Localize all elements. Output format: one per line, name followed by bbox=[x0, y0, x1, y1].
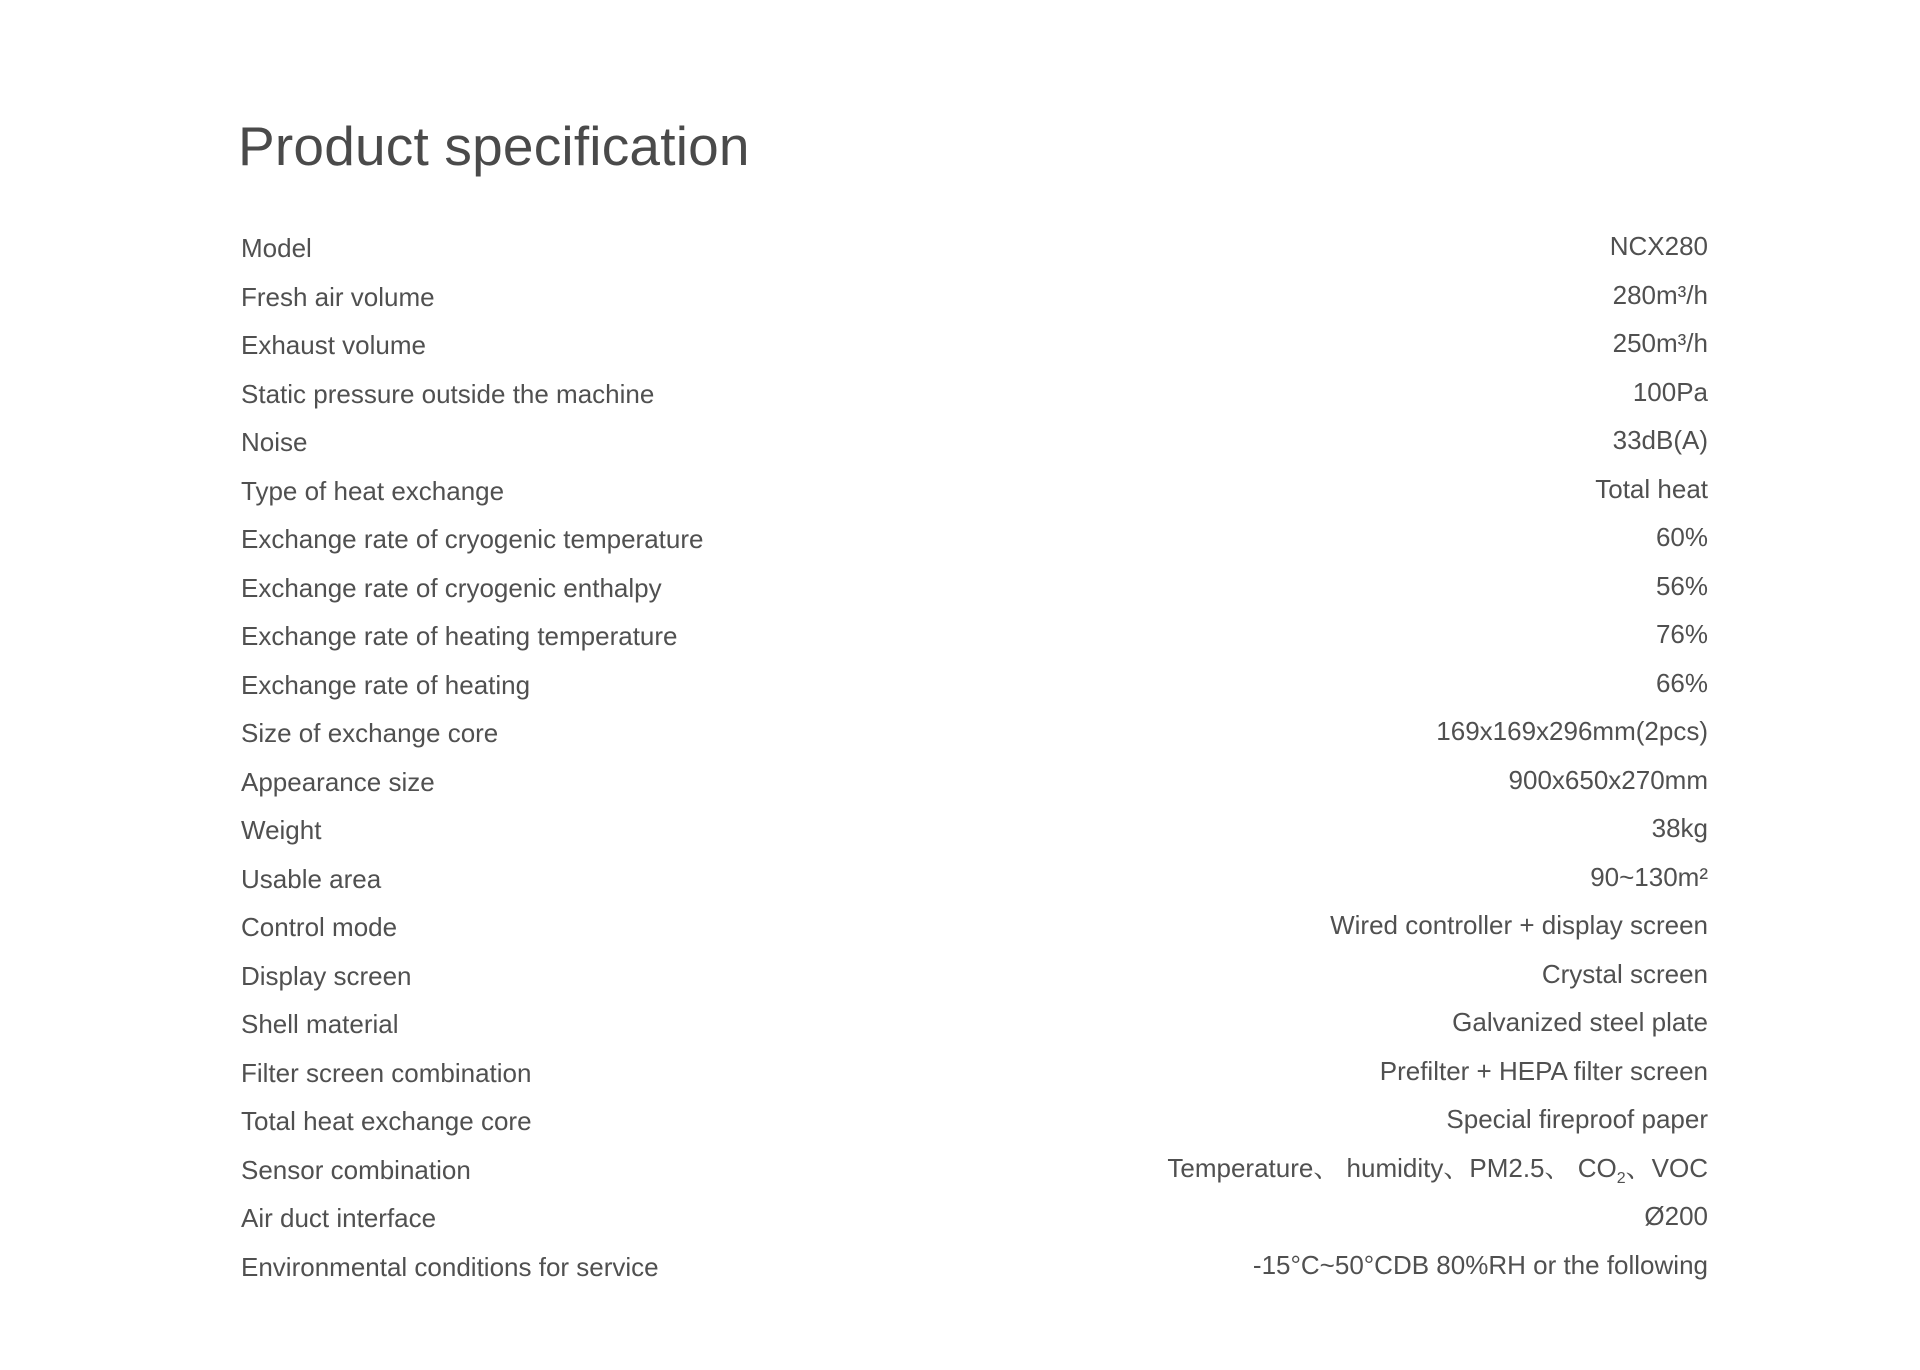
spec-value: Galvanized steel plate bbox=[1452, 1007, 1708, 1038]
spec-label: Usable area bbox=[241, 863, 382, 894]
spec-row-cryogenic-temperature-rate bbox=[241, 515, 1708, 564]
spec-row-shell-material bbox=[241, 1000, 1708, 1049]
spec-row-heating-rate bbox=[241, 661, 1708, 710]
spec-label: Static pressure outside the machine bbox=[241, 378, 655, 409]
spec-label: Size of exchange core bbox=[241, 718, 499, 749]
spec-value: 66% bbox=[1655, 667, 1708, 698]
spec-value: 38kg bbox=[1651, 813, 1708, 844]
spec-value: Total heat bbox=[1595, 473, 1708, 504]
spec-value: 60% bbox=[1655, 522, 1708, 553]
spec-table bbox=[241, 224, 1708, 1291]
spec-row-static-pressure bbox=[241, 370, 1708, 419]
spec-row-core-size bbox=[241, 709, 1708, 758]
spec-label: Display screen bbox=[241, 960, 412, 991]
spec-value: 56% bbox=[1655, 570, 1708, 601]
page-title: Product specification bbox=[238, 115, 750, 177]
spec-row-noise bbox=[241, 418, 1708, 467]
spec-row-usable-area bbox=[241, 855, 1708, 904]
spec-row-environmental-conditions bbox=[241, 1243, 1708, 1292]
spec-row-weight bbox=[241, 806, 1708, 855]
spec-row-exhaust-volume bbox=[241, 321, 1708, 370]
spec-row-appearance-size bbox=[241, 758, 1708, 807]
spec-label: Exchange rate of heating temperature bbox=[241, 621, 678, 652]
spec-label: Appearance size bbox=[241, 766, 435, 797]
spec-value: 169x169x296mm(2pcs) bbox=[1436, 716, 1708, 747]
spec-label: Type of heat exchange bbox=[241, 475, 505, 506]
spec-row-cryogenic-enthalpy-rate bbox=[241, 564, 1708, 613]
spec-value: NCX280 bbox=[1609, 231, 1708, 262]
spec-value: Prefilter + HEPA filter screen bbox=[1379, 1055, 1708, 1086]
spec-value: 900x650x270mm bbox=[1508, 764, 1708, 795]
spec-label: Filter screen combination bbox=[241, 1057, 532, 1088]
spec-label: Air duct interface bbox=[241, 1203, 437, 1234]
spec-label: Model bbox=[241, 233, 312, 264]
co2-subscript: 2 bbox=[1616, 1169, 1626, 1187]
spec-label: Shell material bbox=[241, 1009, 399, 1040]
spec-row-heat-exchange-type bbox=[241, 467, 1708, 516]
spec-row-sensor-combination bbox=[241, 1146, 1708, 1195]
spec-value: -15°C~50°CDB 80%RH or the following bbox=[1252, 1249, 1708, 1280]
spec-label: Exchange rate of heating bbox=[241, 669, 531, 700]
spec-row-heating-temperature-rate bbox=[241, 612, 1708, 661]
spec-value bbox=[917, 1144, 1708, 1193]
spec-label: Exchange rate of cryogenic enthalpy bbox=[241, 572, 662, 603]
spec-value: 100Pa bbox=[1632, 376, 1708, 407]
spec-label: Sensor combination bbox=[241, 1154, 471, 1185]
spec-label: Total heat exchange core bbox=[241, 1106, 532, 1137]
spec-label: Exchange rate of cryogenic temperature bbox=[241, 524, 704, 555]
spec-value: Crystal screen bbox=[1541, 958, 1708, 989]
spec-row-air-duct-interface bbox=[241, 1194, 1708, 1243]
spec-value: 250m³/h bbox=[1612, 328, 1708, 359]
spec-row-control-mode bbox=[241, 903, 1708, 952]
spec-label: Control mode bbox=[241, 912, 398, 943]
spec-row-fresh-air-volume bbox=[241, 273, 1708, 322]
spec-value: Ø200 bbox=[1644, 1201, 1708, 1232]
sensor-value-main: Temperature、 humidity、PM2.5、 CO bbox=[1167, 1152, 1617, 1183]
spec-label: Fresh air volume bbox=[241, 281, 435, 312]
spec-row-filter-combination bbox=[241, 1049, 1708, 1098]
spec-row-display-screen bbox=[241, 952, 1708, 1001]
spec-row-heat-exchange-core bbox=[241, 1097, 1708, 1146]
sensor-value-tail: 、VOC bbox=[1625, 1152, 1708, 1183]
spec-row-model bbox=[241, 224, 1708, 273]
spec-label: Noise bbox=[241, 427, 308, 458]
spec-label: Environmental conditions for service bbox=[241, 1251, 659, 1282]
spec-label: Weight bbox=[241, 815, 322, 846]
spec-value: 76% bbox=[1655, 619, 1708, 650]
spec-value: 90~130m² bbox=[1590, 861, 1708, 892]
spec-label: Exhaust volume bbox=[241, 330, 426, 361]
spec-value: Wired controller + display screen bbox=[1330, 910, 1708, 941]
spec-value: 33dB(A) bbox=[1612, 425, 1708, 456]
spec-value: 280m³/h bbox=[1612, 279, 1708, 310]
spec-value: Special fireproof paper bbox=[1446, 1104, 1708, 1135]
